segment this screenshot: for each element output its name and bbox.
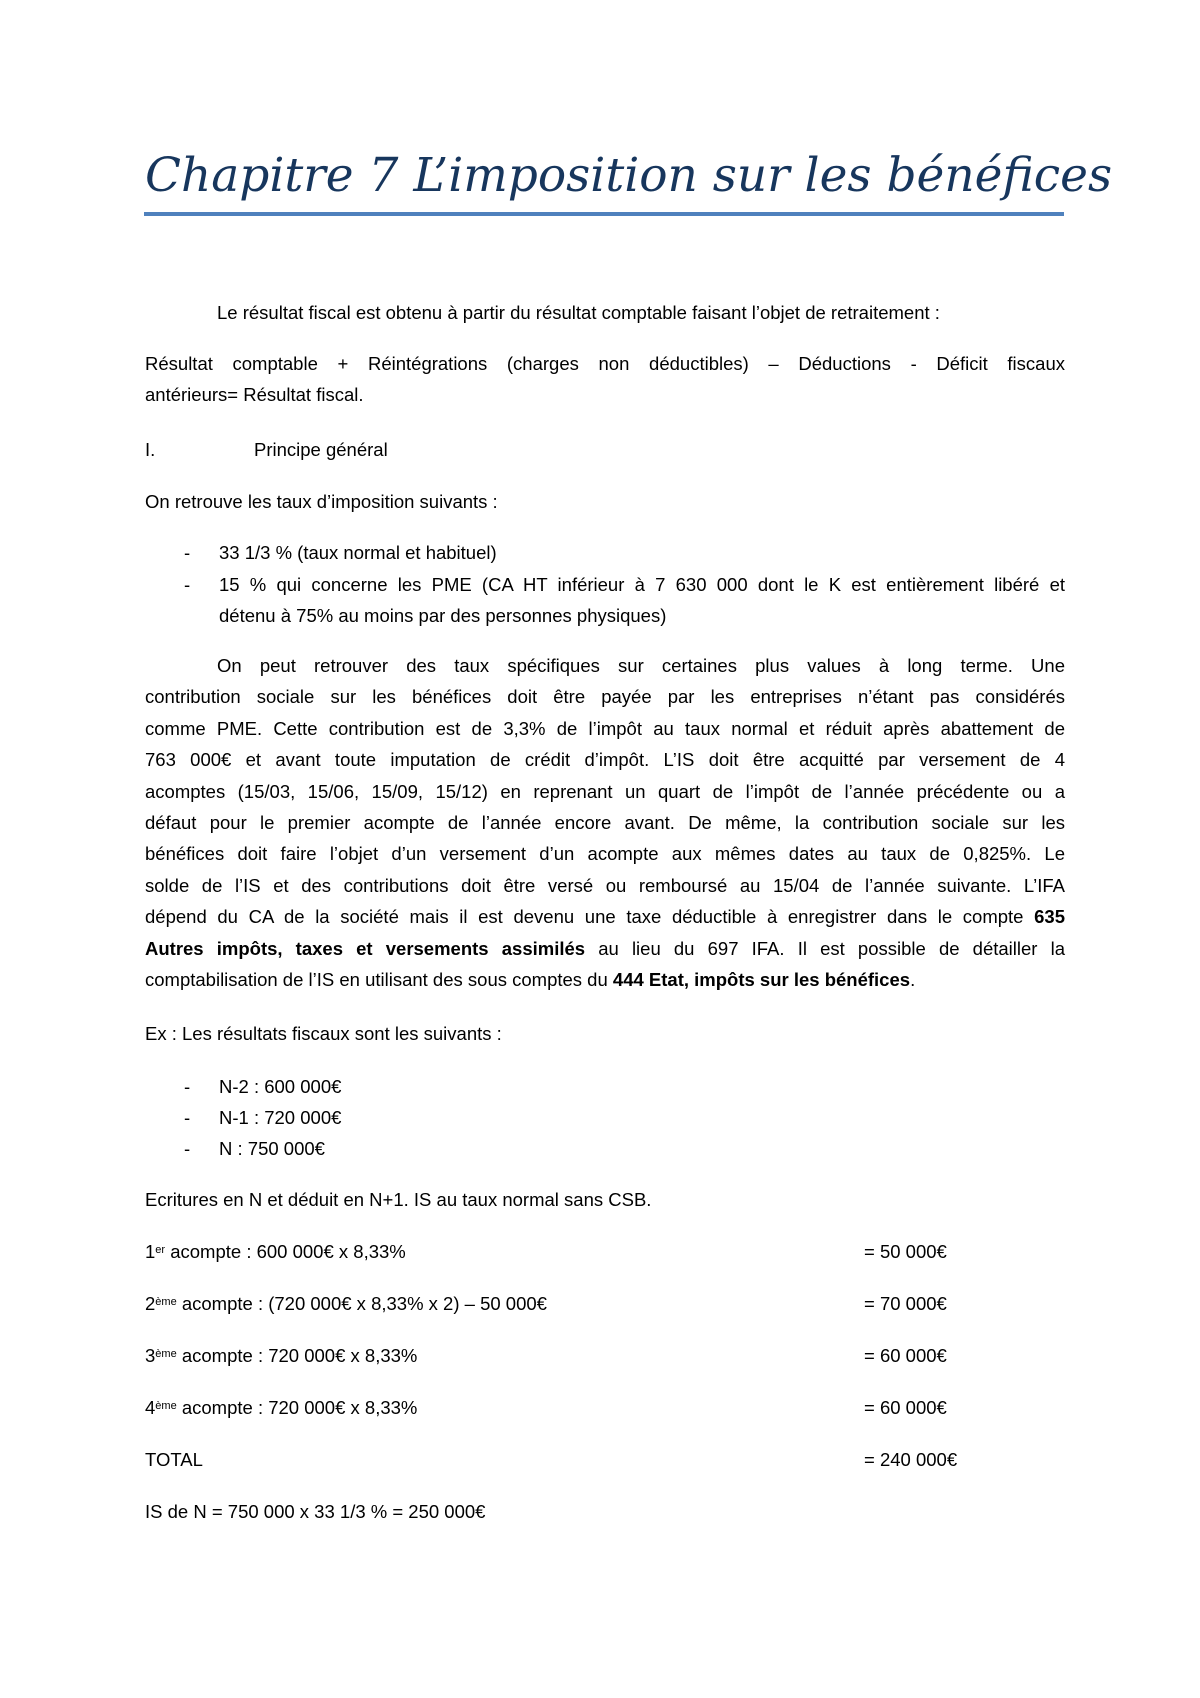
bullet-dash: - [184,1076,191,1097]
body-line: bénéfices doit faire l’objet d’un versement d’un acompte aux mêmes dates au taux de 0,825%. Le [145,843,1065,865]
body-text: au lieu du 697 IFA. Il est possible de détailler la [598,937,1066,959]
acompte-label: 3ème acompte : 720 000€ x 8,33% [145,1345,418,1366]
body-line: contribution sociale sur les bénéfices doit être payée par les entreprises n’étant pas considérés [145,686,1065,708]
chapter-title: Chapitre 7 L’imposition sur les bénéfices [145,148,1113,203]
body-paragraph [145,650,1065,995]
acompte-value: = 60 000€ [864,1397,947,1418]
formula-paragraph [145,348,1065,411]
body-line [145,933,1065,964]
formula-line-1: Résultat comptable + Réintégrations (charges non déductibles) – Déductions - Déficit fiscaux [145,353,1065,374]
rate-item-2-line-2: détenu à 75% au moins par des personnes physiques) [219,605,667,626]
intro-text: Le résultat fiscal est obtenu à partir du résultat comptable faisant l’objet de retraitement : [217,302,940,323]
body-text: dépend du CA de la société mais il est devenu une taxe déductible à enregistrer dans le compte [145,906,1024,928]
formula-line-2: antérieurs= Résultat fiscal. [145,384,364,406]
bullet-dash: - [184,574,191,595]
body-line [145,901,1065,932]
acompte-label: 4ème acompte : 720 000€ x 8,33% [145,1397,418,1418]
acompte-value: = 60 000€ [864,1345,947,1366]
bullet-dash: - [184,1107,191,1128]
result-item: N-2 : 600 000€ [219,1076,342,1097]
body-text: comptabilisation de l’IS en utilisant des sous comptes du [145,969,608,991]
acompte-label: 2ème acompte : (720 000€ x 8,33% x 2) – 50 000€ [145,1293,547,1314]
section-title: Principe général [254,439,388,460]
acompte-label: 1er acompte : 600 000€ x 8,33% [145,1241,406,1262]
account-444: 444 Etat, impôts sur les bénéfices [612,969,911,991]
body-line: 763 000€ et avant toute imputation de crédit d’impôt. L’IS doit être acquitté par versement de 4 [145,749,1065,771]
total-value: = 240 000€ [864,1449,958,1470]
section-number: I. [145,439,156,460]
rate-item-2-line-1: 15 % qui concerne les PME (CA HT inférieur à 7 630 000 dont le K est entièrement libéré et [219,574,1065,595]
acompte-value: = 70 000€ [864,1293,947,1314]
body-line: défaut pour le premier acompte de l’année encore avant. De même, la contribution sociale sur les [145,812,1065,834]
bullet-dash: - [184,542,191,563]
result-item: N-1 : 720 000€ [219,1107,342,1128]
body-line: acomptes (15/03, 15/06, 15/09, 15/12) en reprenant un quart de l’impôt de l’année précédente ou a [145,780,1065,802]
body-line: comme PME. Cette contribution est de 3,3% de l’impôt au taux normal et réduit après abattement de [145,717,1065,739]
ecritures-text: Ecritures en N et déduit en N+1. IS au taux normal sans CSB. [145,1189,652,1210]
total-label: TOTAL [145,1449,203,1470]
rate-item-2 [219,569,1065,631]
account-635-name: Autres impôts, taxes et versements assimilés [145,937,586,959]
title-underline [144,212,1064,216]
account-635: 635 [1034,906,1066,928]
body-text: . [910,969,916,991]
is-calculation: IS de N = 750 000 x 33 1/3 % = 250 000€ [145,1501,486,1522]
example-intro: Ex : Les résultats fiscaux sont les suivants : [145,1023,502,1044]
body-line [145,964,1065,995]
acompte-value: = 50 000€ [864,1241,947,1262]
rate-item-1: 33 1/3 % (taux normal et habituel) [219,542,497,563]
result-item: N : 750 000€ [219,1138,325,1159]
body-line: On peut retrouver des taux spécifiques sur certaines plus values à long terme. Une [217,655,1065,676]
body-line: solde de l’IS et des contributions doit être versé ou remboursé au 15/04 de l’année suivante. L’IFA [145,874,1065,896]
bullet-dash: - [184,1138,191,1159]
rates-intro: On retrouve les taux d’imposition suivants : [145,491,498,512]
